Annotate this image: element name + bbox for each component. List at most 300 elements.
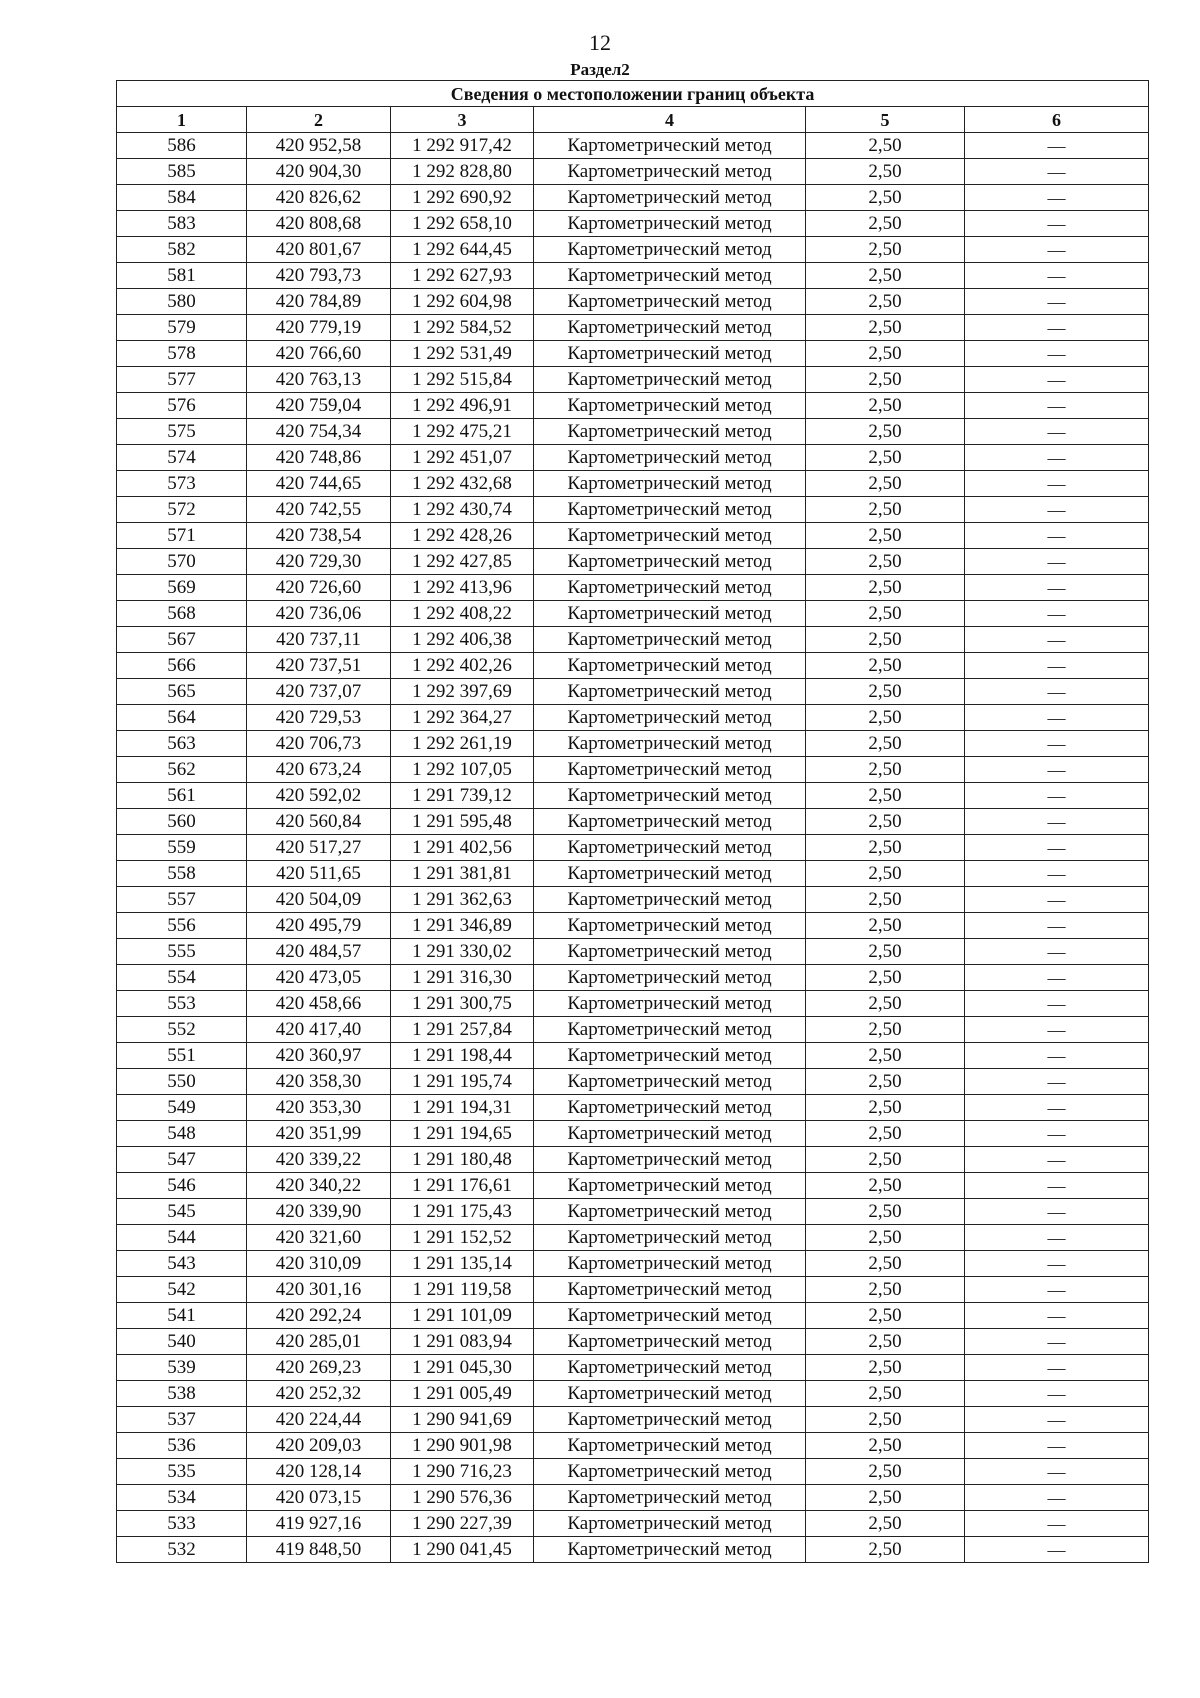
point-number-cell: 548 <box>117 1121 247 1147</box>
y-coordinate-cell: 1 291 330,02 <box>391 939 534 965</box>
accuracy-cell: 2,50 <box>806 1251 965 1277</box>
description-cell: — <box>965 237 1149 263</box>
accuracy-cell: 2,50 <box>806 939 965 965</box>
description-cell: — <box>965 705 1149 731</box>
table-row <box>117 393 1149 419</box>
x-coordinate-cell: 420 763,13 <box>247 367 391 393</box>
method-cell: Картометрический метод <box>534 393 806 419</box>
table-row <box>117 1043 1149 1069</box>
method-cell: Картометрический метод <box>534 289 806 315</box>
y-coordinate-cell: 1 292 107,05 <box>391 757 534 783</box>
description-cell: — <box>965 887 1149 913</box>
table-row <box>117 1017 1149 1043</box>
y-coordinate-cell: 1 292 406,38 <box>391 627 534 653</box>
accuracy-cell: 2,50 <box>806 549 965 575</box>
accuracy-cell: 2,50 <box>806 835 965 861</box>
column-header-row <box>117 107 1149 133</box>
table-row <box>117 289 1149 315</box>
description-cell: — <box>965 1277 1149 1303</box>
x-coordinate-cell: 420 360,97 <box>247 1043 391 1069</box>
accuracy-cell: 2,50 <box>806 1173 965 1199</box>
boundary-coordinates-table <box>116 80 1149 1563</box>
description-cell: — <box>965 341 1149 367</box>
y-coordinate-cell: 1 292 432,68 <box>391 471 534 497</box>
point-number-cell: 534 <box>117 1485 247 1511</box>
method-cell: Картометрический метод <box>534 1199 806 1225</box>
x-coordinate-cell: 420 351,99 <box>247 1121 391 1147</box>
method-cell: Картометрический метод <box>534 159 806 185</box>
description-cell: — <box>965 809 1149 835</box>
accuracy-cell: 2,50 <box>806 367 965 393</box>
table-row <box>117 1459 1149 1485</box>
description-cell: — <box>965 367 1149 393</box>
y-coordinate-cell: 1 290 227,39 <box>391 1511 534 1537</box>
method-cell: Картометрический метод <box>534 1355 806 1381</box>
accuracy-cell: 2,50 <box>806 783 965 809</box>
table-row <box>117 835 1149 861</box>
table-row <box>117 497 1149 523</box>
accuracy-cell: 2,50 <box>806 731 965 757</box>
column-header: 6 <box>965 107 1149 133</box>
table-row <box>117 627 1149 653</box>
accuracy-cell: 2,50 <box>806 1277 965 1303</box>
description-cell: — <box>965 1225 1149 1251</box>
description-cell: — <box>965 1459 1149 1485</box>
table-row <box>117 731 1149 757</box>
point-number-cell: 536 <box>117 1433 247 1459</box>
point-number-cell: 558 <box>117 861 247 887</box>
method-cell: Картометрический метод <box>534 549 806 575</box>
x-coordinate-cell: 420 353,30 <box>247 1095 391 1121</box>
accuracy-cell: 2,50 <box>806 1355 965 1381</box>
point-number-cell: 573 <box>117 471 247 497</box>
point-number-cell: 538 <box>117 1381 247 1407</box>
point-number-cell: 559 <box>117 835 247 861</box>
y-coordinate-cell: 1 292 531,49 <box>391 341 534 367</box>
description-cell: — <box>965 159 1149 185</box>
table-row <box>117 1355 1149 1381</box>
y-coordinate-cell: 1 292 690,92 <box>391 185 534 211</box>
x-coordinate-cell: 420 321,60 <box>247 1225 391 1251</box>
method-cell: Картометрический метод <box>534 1095 806 1121</box>
point-number-cell: 586 <box>117 133 247 159</box>
page-number: 12 <box>589 30 611 55</box>
table-row <box>117 445 1149 471</box>
method-cell: Картометрический метод <box>534 1017 806 1043</box>
column-header: 5 <box>806 107 965 133</box>
description-cell: — <box>965 991 1149 1017</box>
column-header: 3 <box>391 107 534 133</box>
method-cell: Картометрический метод <box>534 315 806 341</box>
y-coordinate-cell: 1 291 101,09 <box>391 1303 534 1329</box>
y-coordinate-cell: 1 290 901,98 <box>391 1433 534 1459</box>
y-coordinate-cell: 1 291 135,14 <box>391 1251 534 1277</box>
y-coordinate-cell: 1 291 198,44 <box>391 1043 534 1069</box>
x-coordinate-cell: 420 779,19 <box>247 315 391 341</box>
table-row <box>117 237 1149 263</box>
x-coordinate-cell: 420 473,05 <box>247 965 391 991</box>
table-row <box>117 341 1149 367</box>
accuracy-cell: 2,50 <box>806 1225 965 1251</box>
accuracy-cell: 2,50 <box>806 913 965 939</box>
x-coordinate-cell: 420 358,30 <box>247 1069 391 1095</box>
description-cell: — <box>965 1121 1149 1147</box>
description-cell: — <box>965 575 1149 601</box>
method-cell: Картометрический метод <box>534 523 806 549</box>
accuracy-cell: 2,50 <box>806 315 965 341</box>
method-cell: Картометрический метод <box>534 913 806 939</box>
accuracy-cell: 2,50 <box>806 1433 965 1459</box>
table-row <box>117 133 1149 159</box>
method-cell: Картометрический метод <box>534 471 806 497</box>
column-header: 4 <box>534 107 806 133</box>
method-cell: Картометрический метод <box>534 939 806 965</box>
table-row <box>117 1381 1149 1407</box>
method-cell: Картометрический метод <box>534 341 806 367</box>
table-row <box>117 965 1149 991</box>
table-row <box>117 1303 1149 1329</box>
description-cell: — <box>965 419 1149 445</box>
table-body <box>117 133 1149 1563</box>
method-cell: Картометрический метод <box>534 367 806 393</box>
accuracy-cell: 2,50 <box>806 965 965 991</box>
y-coordinate-cell: 1 291 739,12 <box>391 783 534 809</box>
accuracy-cell: 2,50 <box>806 1069 965 1095</box>
table-row <box>117 419 1149 445</box>
x-coordinate-cell: 420 340,22 <box>247 1173 391 1199</box>
x-coordinate-cell: 420 784,89 <box>247 289 391 315</box>
description-cell: — <box>965 1433 1149 1459</box>
point-number-cell: 543 <box>117 1251 247 1277</box>
description-cell: — <box>965 965 1149 991</box>
point-number-cell: 565 <box>117 679 247 705</box>
description-cell: — <box>965 471 1149 497</box>
x-coordinate-cell: 420 826,62 <box>247 185 391 211</box>
y-coordinate-cell: 1 292 604,98 <box>391 289 534 315</box>
table-row <box>117 549 1149 575</box>
description-cell: — <box>965 549 1149 575</box>
description-cell: — <box>965 1043 1149 1069</box>
description-cell: — <box>965 731 1149 757</box>
accuracy-cell: 2,50 <box>806 185 965 211</box>
x-coordinate-cell: 420 729,30 <box>247 549 391 575</box>
x-coordinate-cell: 420 673,24 <box>247 757 391 783</box>
accuracy-cell: 2,50 <box>806 1537 965 1563</box>
y-coordinate-cell: 1 292 515,84 <box>391 367 534 393</box>
x-coordinate-cell: 420 744,65 <box>247 471 391 497</box>
point-number-cell: 564 <box>117 705 247 731</box>
method-cell: Картометрический метод <box>534 861 806 887</box>
description-cell: — <box>965 913 1149 939</box>
x-coordinate-cell: 420 706,73 <box>247 731 391 757</box>
y-coordinate-cell: 1 290 941,69 <box>391 1407 534 1433</box>
method-cell: Картометрический метод <box>534 575 806 601</box>
accuracy-cell: 2,50 <box>806 1147 965 1173</box>
x-coordinate-cell: 419 927,16 <box>247 1511 391 1537</box>
accuracy-cell: 2,50 <box>806 627 965 653</box>
x-coordinate-cell: 420 209,03 <box>247 1433 391 1459</box>
y-coordinate-cell: 1 292 397,69 <box>391 679 534 705</box>
point-number-cell: 537 <box>117 1407 247 1433</box>
y-coordinate-cell: 1 291 346,89 <box>391 913 534 939</box>
description-cell: — <box>965 939 1149 965</box>
description-cell: — <box>965 1355 1149 1381</box>
y-coordinate-cell: 1 291 194,65 <box>391 1121 534 1147</box>
point-number-cell: 576 <box>117 393 247 419</box>
column-header: 1 <box>117 107 247 133</box>
accuracy-cell: 2,50 <box>806 263 965 289</box>
point-number-cell: 571 <box>117 523 247 549</box>
description-cell: — <box>965 653 1149 679</box>
y-coordinate-cell: 1 291 045,30 <box>391 1355 534 1381</box>
point-number-cell: 557 <box>117 887 247 913</box>
table-row <box>117 783 1149 809</box>
point-number-cell: 563 <box>117 731 247 757</box>
table-row <box>117 1199 1149 1225</box>
point-number-cell: 580 <box>117 289 247 315</box>
accuracy-cell: 2,50 <box>806 341 965 367</box>
y-coordinate-cell: 1 291 005,49 <box>391 1381 534 1407</box>
table-row <box>117 653 1149 679</box>
x-coordinate-cell: 420 269,23 <box>247 1355 391 1381</box>
accuracy-cell: 2,50 <box>806 1381 965 1407</box>
point-number-cell: 583 <box>117 211 247 237</box>
point-number-cell: 579 <box>117 315 247 341</box>
method-cell: Картометрический метод <box>534 1407 806 1433</box>
method-cell: Картометрический метод <box>534 1303 806 1329</box>
point-number-cell: 532 <box>117 1537 247 1563</box>
point-number-cell: 566 <box>117 653 247 679</box>
method-cell: Картометрический метод <box>534 1225 806 1251</box>
description-cell: — <box>965 1329 1149 1355</box>
table-row <box>117 263 1149 289</box>
y-coordinate-cell: 1 292 428,26 <box>391 523 534 549</box>
x-coordinate-cell: 420 742,55 <box>247 497 391 523</box>
point-number-cell: 581 <box>117 263 247 289</box>
method-cell: Картометрический метод <box>534 1069 806 1095</box>
x-coordinate-cell: 420 738,54 <box>247 523 391 549</box>
x-coordinate-cell: 420 458,66 <box>247 991 391 1017</box>
point-number-cell: 570 <box>117 549 247 575</box>
y-coordinate-cell: 1 292 627,93 <box>391 263 534 289</box>
table-row <box>117 575 1149 601</box>
description-cell: — <box>965 445 1149 471</box>
accuracy-cell: 2,50 <box>806 289 965 315</box>
y-coordinate-cell: 1 290 041,45 <box>391 1537 534 1563</box>
description-cell: — <box>965 1069 1149 1095</box>
method-cell: Картометрический метод <box>534 419 806 445</box>
x-coordinate-cell: 420 808,68 <box>247 211 391 237</box>
y-coordinate-cell: 1 292 408,22 <box>391 601 534 627</box>
accuracy-cell: 2,50 <box>806 1329 965 1355</box>
accuracy-cell: 2,50 <box>806 1303 965 1329</box>
x-coordinate-cell: 420 766,60 <box>247 341 391 367</box>
x-coordinate-cell: 420 292,24 <box>247 1303 391 1329</box>
point-number-cell: 567 <box>117 627 247 653</box>
accuracy-cell: 2,50 <box>806 653 965 679</box>
y-coordinate-cell: 1 292 364,27 <box>391 705 534 731</box>
method-cell: Картометрический метод <box>534 133 806 159</box>
method-cell: Картометрический метод <box>534 1251 806 1277</box>
point-number-cell: 578 <box>117 341 247 367</box>
description-cell: — <box>965 211 1149 237</box>
table-row <box>117 861 1149 887</box>
accuracy-cell: 2,50 <box>806 1459 965 1485</box>
x-coordinate-cell: 420 339,90 <box>247 1199 391 1225</box>
table-row <box>117 1329 1149 1355</box>
description-cell: — <box>965 601 1149 627</box>
accuracy-cell: 2,50 <box>806 237 965 263</box>
table-row <box>117 679 1149 705</box>
x-coordinate-cell: 420 592,02 <box>247 783 391 809</box>
y-coordinate-cell: 1 291 083,94 <box>391 1329 534 1355</box>
method-cell: Картометрический метод <box>534 809 806 835</box>
description-cell: — <box>965 1485 1149 1511</box>
x-coordinate-cell: 420 754,34 <box>247 419 391 445</box>
y-coordinate-cell: 1 292 475,21 <box>391 419 534 445</box>
accuracy-cell: 2,50 <box>806 1095 965 1121</box>
point-number-cell: 572 <box>117 497 247 523</box>
x-coordinate-cell: 419 848,50 <box>247 1537 391 1563</box>
x-coordinate-cell: 420 737,51 <box>247 653 391 679</box>
description-cell: — <box>965 1147 1149 1173</box>
x-coordinate-cell: 420 339,22 <box>247 1147 391 1173</box>
y-coordinate-cell: 1 292 427,85 <box>391 549 534 575</box>
method-cell: Картометрический метод <box>534 1121 806 1147</box>
point-number-cell: 556 <box>117 913 247 939</box>
accuracy-cell: 2,50 <box>806 419 965 445</box>
x-coordinate-cell: 420 748,86 <box>247 445 391 471</box>
point-number-cell: 550 <box>117 1069 247 1095</box>
y-coordinate-cell: 1 292 261,19 <box>391 731 534 757</box>
method-cell: Картометрический метод <box>534 679 806 705</box>
table-row <box>117 471 1149 497</box>
x-coordinate-cell: 420 793,73 <box>247 263 391 289</box>
table-row <box>117 1277 1149 1303</box>
description-cell: — <box>965 523 1149 549</box>
table-row <box>117 913 1149 939</box>
table-row <box>117 367 1149 393</box>
point-number-cell: 560 <box>117 809 247 835</box>
point-number-cell: 584 <box>117 185 247 211</box>
x-coordinate-cell: 420 224,44 <box>247 1407 391 1433</box>
point-number-cell: 544 <box>117 1225 247 1251</box>
description-cell: — <box>965 1251 1149 1277</box>
y-coordinate-cell: 1 291 180,48 <box>391 1147 534 1173</box>
point-number-cell: 542 <box>117 1277 247 1303</box>
y-coordinate-cell: 1 292 430,74 <box>391 497 534 523</box>
point-number-cell: 577 <box>117 367 247 393</box>
method-cell: Картометрический метод <box>534 1485 806 1511</box>
point-number-cell: 547 <box>117 1147 247 1173</box>
description-cell: — <box>965 1381 1149 1407</box>
table-row <box>117 1433 1149 1459</box>
accuracy-cell: 2,50 <box>806 1121 965 1147</box>
y-coordinate-cell: 1 291 300,75 <box>391 991 534 1017</box>
method-cell: Картометрический метод <box>534 1043 806 1069</box>
table-row <box>117 1251 1149 1277</box>
accuracy-cell: 2,50 <box>806 471 965 497</box>
x-coordinate-cell: 420 729,53 <box>247 705 391 731</box>
description-cell: — <box>965 289 1149 315</box>
method-cell: Картометрический метод <box>534 445 806 471</box>
description-cell: — <box>965 835 1149 861</box>
method-cell: Картометрический метод <box>534 627 806 653</box>
y-coordinate-cell: 1 291 176,61 <box>391 1173 534 1199</box>
description-cell: — <box>965 1095 1149 1121</box>
table-row <box>117 1121 1149 1147</box>
y-coordinate-cell: 1 291 175,43 <box>391 1199 534 1225</box>
description-cell: — <box>965 1199 1149 1225</box>
table-row <box>117 939 1149 965</box>
accuracy-cell: 2,50 <box>806 887 965 913</box>
method-cell: Картометрический метод <box>534 1277 806 1303</box>
y-coordinate-cell: 1 291 152,52 <box>391 1225 534 1251</box>
x-coordinate-cell: 420 495,79 <box>247 913 391 939</box>
description-cell: — <box>965 1017 1149 1043</box>
description-cell: — <box>965 1537 1149 1563</box>
method-cell: Картометрический метод <box>534 731 806 757</box>
accuracy-cell: 2,50 <box>806 159 965 185</box>
point-number-cell: 554 <box>117 965 247 991</box>
x-coordinate-cell: 420 252,32 <box>247 1381 391 1407</box>
x-coordinate-cell: 420 736,06 <box>247 601 391 627</box>
column-header: 2 <box>247 107 391 133</box>
x-coordinate-cell: 420 301,16 <box>247 1277 391 1303</box>
table-row <box>117 523 1149 549</box>
accuracy-cell: 2,50 <box>806 705 965 731</box>
y-coordinate-cell: 1 291 316,30 <box>391 965 534 991</box>
x-coordinate-cell: 420 517,27 <box>247 835 391 861</box>
table-row <box>117 1095 1149 1121</box>
x-coordinate-cell: 420 726,60 <box>247 575 391 601</box>
y-coordinate-cell: 1 291 119,58 <box>391 1277 534 1303</box>
table-row <box>117 809 1149 835</box>
table-row <box>117 1407 1149 1433</box>
method-cell: Картометрический метод <box>534 757 806 783</box>
table-row <box>117 705 1149 731</box>
accuracy-cell: 2,50 <box>806 601 965 627</box>
method-cell: Картометрический метод <box>534 1511 806 1537</box>
method-cell: Картометрический метод <box>534 263 806 289</box>
table-row <box>117 757 1149 783</box>
accuracy-cell: 2,50 <box>806 861 965 887</box>
x-coordinate-cell: 420 511,65 <box>247 861 391 887</box>
description-cell: — <box>965 497 1149 523</box>
description-cell: — <box>965 393 1149 419</box>
method-cell: Картометрический метод <box>534 1537 806 1563</box>
y-coordinate-cell: 1 292 917,42 <box>391 133 534 159</box>
table-row <box>117 887 1149 913</box>
description-cell: — <box>965 627 1149 653</box>
point-number-cell: 540 <box>117 1329 247 1355</box>
method-cell: Картометрический метод <box>534 237 806 263</box>
description-cell: — <box>965 185 1149 211</box>
accuracy-cell: 2,50 <box>806 1511 965 1537</box>
x-coordinate-cell: 420 073,15 <box>247 1485 391 1511</box>
method-cell: Картометрический метод <box>534 1433 806 1459</box>
table-title-row <box>117 81 1149 107</box>
point-number-cell: 539 <box>117 1355 247 1381</box>
x-coordinate-cell: 420 417,40 <box>247 1017 391 1043</box>
method-cell: Картометрический метод <box>534 601 806 627</box>
point-number-cell: 553 <box>117 991 247 1017</box>
x-coordinate-cell: 420 128,14 <box>247 1459 391 1485</box>
method-cell: Картометрический метод <box>534 1459 806 1485</box>
y-coordinate-cell: 1 291 381,81 <box>391 861 534 887</box>
accuracy-cell: 2,50 <box>806 1017 965 1043</box>
method-cell: Картометрический метод <box>534 783 806 809</box>
